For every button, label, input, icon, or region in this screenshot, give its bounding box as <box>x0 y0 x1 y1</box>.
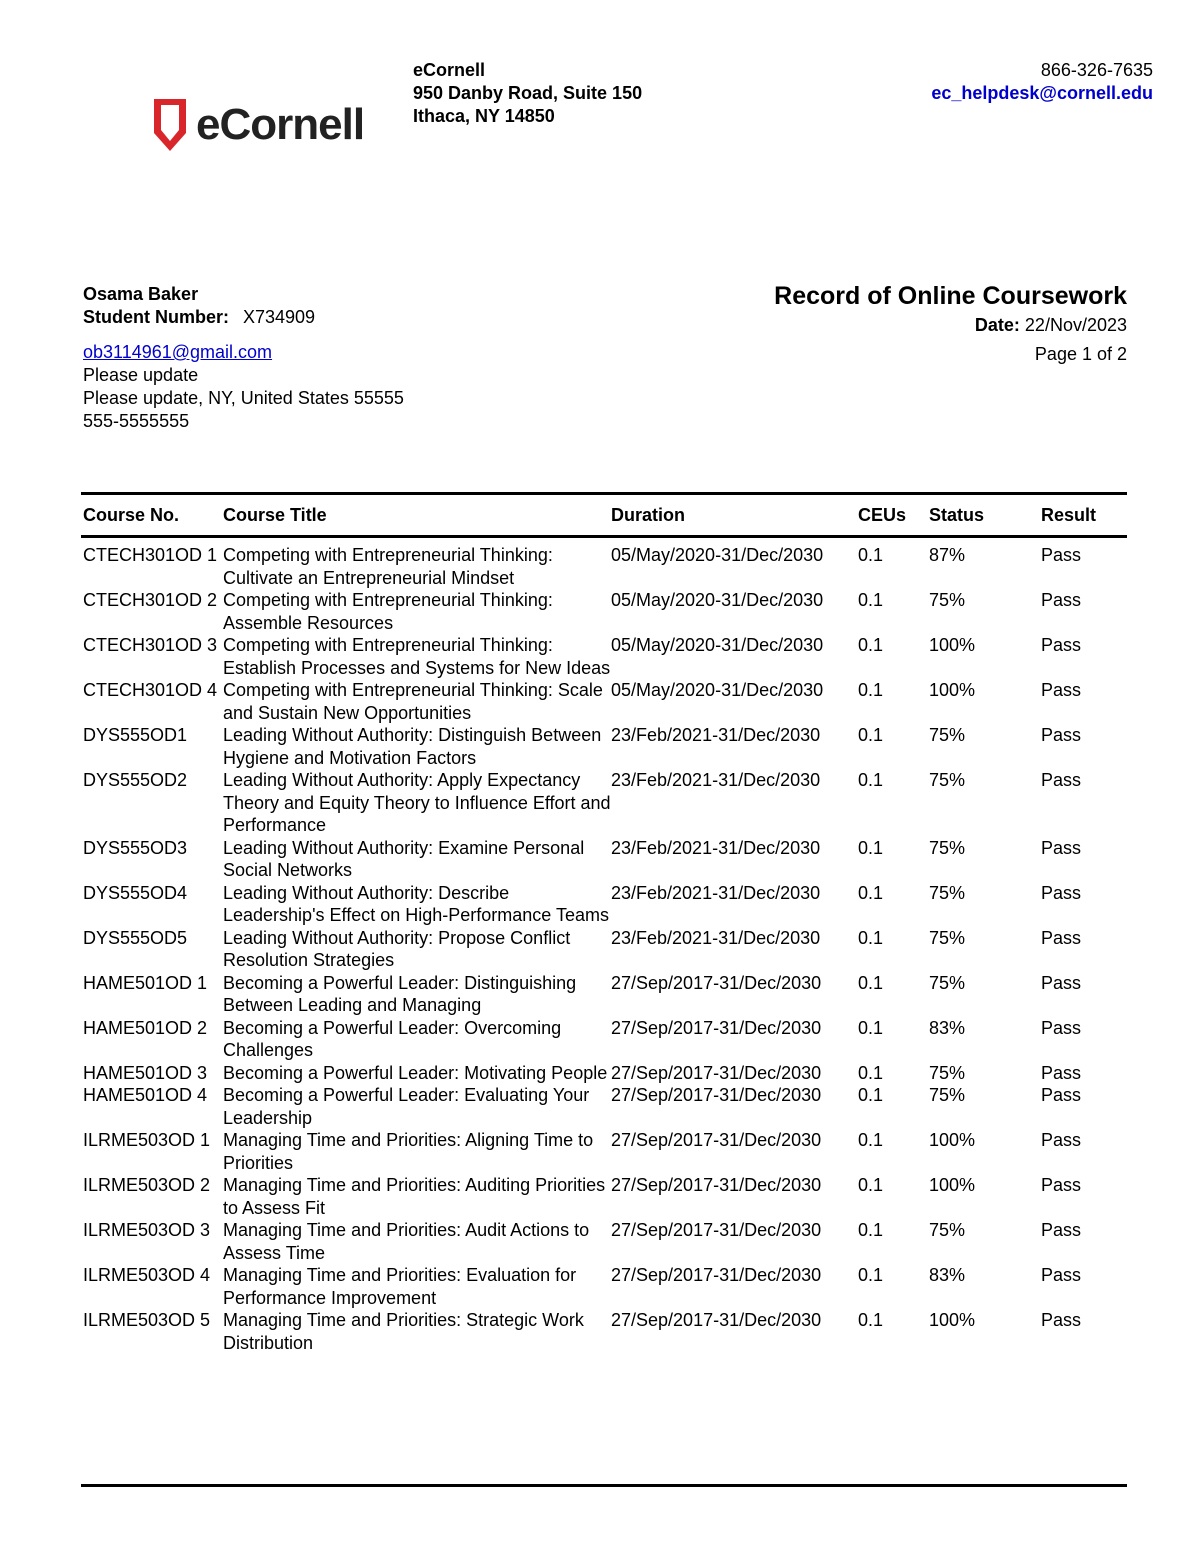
page-indicator: Page 1 of 2 <box>1034 344 1127 364</box>
course-ceus: 0.1 <box>858 590 884 610</box>
table-row <box>81 1084 1127 1129</box>
org-address-line1: 950 Danby Road, Suite 150 <box>413 83 643 103</box>
org-address-line2: Ithaca, NY 14850 <box>413 106 555 126</box>
course-status: 75% <box>929 770 966 790</box>
course-result: Pass <box>1041 635 1082 655</box>
course-ceus: 0.1 <box>858 1175 884 1195</box>
course-title: Becoming a Powerful Leader: Distinguishing Between Leading and Managing <box>223 972 577 1015</box>
course-duration: 23/Feb/2021-31/Dec/2030 <box>611 770 821 790</box>
course-duration: 27/Sep/2017-31/Dec/2030 <box>611 1310 822 1330</box>
org-name: eCornell <box>413 60 486 80</box>
course-title: Managing Time and Priorities: Audit Actions to Assess Time <box>223 1220 590 1263</box>
table-row <box>81 1129 1127 1174</box>
shield-icon <box>150 93 190 157</box>
course-title: Competing with Entrepreneurial Thinking: Scale and Sustain New Opportunities <box>223 680 603 723</box>
course-ceus: 0.1 <box>858 680 884 700</box>
table-row <box>81 544 1127 589</box>
course-title: Leading Without Authority: Describe Leadership's Effect on High-Performance Teams <box>223 882 609 925</box>
table-row <box>81 1219 1127 1264</box>
course-number: CTECH301OD 1 <box>83 545 218 565</box>
org-address <box>413 59 642 128</box>
course-ceus: 0.1 <box>858 882 884 903</box>
course-ceus: 0.1 <box>858 635 884 655</box>
course-result: Pass <box>1041 1265 1082 1285</box>
course-title: Managing Time and Priorities: Auditing Priorities to Assess Fit <box>223 1175 606 1218</box>
course-duration: 23/Feb/2021-31/Dec/2030 <box>611 927 821 948</box>
org-contact <box>931 59 1153 105</box>
course-status: 75% <box>929 927 966 948</box>
course-number: DYS555OD5 <box>83 927 188 948</box>
course-result: Pass <box>1041 1062 1082 1083</box>
course-ceus: 0.1 <box>858 972 884 993</box>
table-row <box>81 1017 1127 1062</box>
course-result: Pass <box>1041 1130 1082 1150</box>
course-ceus: 0.1 <box>858 1130 884 1150</box>
course-title: Leading Without Authority: Propose Conflict Resolution Strategies <box>223 927 571 970</box>
course-number: CTECH301OD 3 <box>83 635 218 655</box>
course-number: CTECH301OD 2 <box>83 590 218 610</box>
table-row <box>81 589 1127 634</box>
course-number: ILRME503OD 5 <box>83 1310 211 1330</box>
table-row <box>81 927 1127 972</box>
course-number: DYS555OD2 <box>83 770 188 790</box>
table-row <box>81 1062 1127 1085</box>
course-result: Pass <box>1041 927 1082 948</box>
course-status: 100% <box>929 1310 976 1330</box>
column-header: Result <box>1041 504 1097 525</box>
course-duration: 23/Feb/2021-31/Dec/2030 <box>611 837 821 858</box>
course-number: CTECH301OD 4 <box>83 680 218 700</box>
record-header <box>774 281 1127 369</box>
course-title: Leading Without Authority: Examine Personal Social Networks <box>223 837 585 880</box>
course-result: Pass <box>1041 1220 1082 1240</box>
record-date-label: Date: <box>974 315 1020 335</box>
table-row <box>81 837 1127 882</box>
course-duration: 27/Sep/2017-31/Dec/2030 <box>611 1265 822 1285</box>
course-result: Pass <box>1041 545 1082 565</box>
divider <box>81 1484 1127 1487</box>
course-ceus: 0.1 <box>858 837 884 858</box>
course-title: Becoming a Powerful Leader: Evaluating Your Leadership <box>223 1085 590 1128</box>
course-status: 87% <box>929 545 966 565</box>
course-status: 100% <box>929 1130 976 1150</box>
course-result: Pass <box>1041 1175 1082 1195</box>
table-row <box>81 634 1127 679</box>
table-row <box>81 972 1127 1017</box>
course-number: ILRME503OD 1 <box>83 1130 211 1150</box>
record-date: 22/Nov/2023 <box>1024 315 1127 335</box>
course-result: Pass <box>1041 882 1082 903</box>
course-duration: 05/May/2020-31/Dec/2030 <box>611 635 824 655</box>
course-ceus: 0.1 <box>858 927 884 948</box>
course-status: 75% <box>929 1062 966 1083</box>
table-row <box>81 724 1127 769</box>
course-ceus: 0.1 <box>858 1062 884 1083</box>
course-title: Leading Without Authority: Distinguish Between Hygiene and Motivation Factors <box>223 725 602 768</box>
table-row <box>81 769 1127 837</box>
column-header: Course Title <box>223 504 327 525</box>
course-ceus: 0.1 <box>858 545 884 565</box>
course-title: Competing with Entrepreneurial Thinking: Establish Processes and Systems for New Ideas <box>223 635 611 678</box>
column-header: CEUs <box>858 504 907 525</box>
course-title: Competing with Entrepreneurial Thinking: Assemble Resources <box>223 590 553 633</box>
student-name: Osama Baker <box>83 284 199 304</box>
course-status: 100% <box>929 1175 976 1195</box>
course-number: HAME501OD 3 <box>83 1062 208 1083</box>
student-address-line2: Please update, NY, United States 55555 <box>83 388 404 408</box>
table-row <box>81 679 1127 724</box>
course-status: 83% <box>929 1265 966 1285</box>
course-number: ILRME503OD 4 <box>83 1265 211 1285</box>
course-title: Becoming a Powerful Leader: Overcoming Challenges <box>223 1017 562 1060</box>
course-duration: 27/Sep/2017-31/Dec/2030 <box>611 1220 822 1240</box>
course-duration: 27/Sep/2017-31/Dec/2030 <box>611 1062 822 1083</box>
course-ceus: 0.1 <box>858 1220 884 1240</box>
course-status: 75% <box>929 972 966 993</box>
student-address-line1: Please update <box>83 365 199 385</box>
coursework-table <box>81 492 1127 1354</box>
course-result: Pass <box>1041 837 1082 858</box>
course-ceus: 0.1 <box>858 1265 884 1285</box>
table-body <box>81 538 1127 1354</box>
course-title: Becoming a Powerful Leader: Motivating People <box>223 1062 608 1083</box>
course-number: HAME501OD 1 <box>83 972 208 993</box>
ecornell-logo <box>150 90 376 160</box>
org-phone: 866-326-7635 <box>1040 60 1153 80</box>
record-date-line <box>774 311 1127 340</box>
table-row <box>81 1309 1127 1354</box>
course-status: 75% <box>929 1220 966 1240</box>
student-number: X734909 <box>243 307 316 327</box>
course-duration: 23/Feb/2021-31/Dec/2030 <box>611 882 821 903</box>
course-title: Managing Time and Priorities: Aligning Time to Priorities <box>223 1130 594 1173</box>
course-result: Pass <box>1041 590 1082 610</box>
course-duration: 27/Sep/2017-31/Dec/2030 <box>611 1130 822 1150</box>
course-result: Pass <box>1041 972 1082 993</box>
student-phone: 555-5555555 <box>83 411 190 431</box>
course-status: 83% <box>929 1017 966 1038</box>
course-status: 75% <box>929 725 966 745</box>
course-duration: 23/Feb/2021-31/Dec/2030 <box>611 725 821 745</box>
table-row <box>81 1174 1127 1219</box>
column-header: Duration <box>611 504 685 525</box>
student-email-link[interactable]: ob3114961@gmail.com <box>83 342 273 362</box>
course-number: ILRME503OD 2 <box>83 1175 211 1195</box>
course-title: Managing Time and Priorities: Evaluation for Performance Improvement <box>223 1265 577 1308</box>
course-status: 75% <box>929 837 966 858</box>
course-duration: 27/Sep/2017-31/Dec/2030 <box>611 1175 822 1195</box>
course-result: Pass <box>1041 1017 1082 1038</box>
course-ceus: 0.1 <box>858 1017 884 1038</box>
course-duration: 27/Sep/2017-31/Dec/2030 <box>611 972 822 993</box>
course-number: HAME501OD 2 <box>83 1017 208 1038</box>
helpdesk-email-link[interactable]: ec_helpdesk@cornell.edu <box>931 83 1153 103</box>
course-status: 75% <box>929 1085 966 1105</box>
course-title: Managing Time and Priorities: Strategic Work Distribution <box>223 1310 584 1353</box>
course-status: 75% <box>929 590 966 610</box>
column-header: Course No. <box>83 504 180 525</box>
course-status: 75% <box>929 882 966 903</box>
course-ceus: 0.1 <box>858 770 884 790</box>
student-number-line <box>83 306 404 329</box>
course-result: Pass <box>1041 1085 1082 1105</box>
course-ceus: 0.1 <box>858 725 884 745</box>
table-row <box>81 1264 1127 1309</box>
course-duration: 27/Sep/2017-31/Dec/2030 <box>611 1017 822 1038</box>
course-status: 100% <box>929 680 976 700</box>
logo-text: eCornell <box>196 100 365 149</box>
course-number: ILRME503OD 3 <box>83 1220 211 1240</box>
record-title: Record of Online Coursework <box>774 282 1127 310</box>
course-status: 100% <box>929 635 976 655</box>
course-duration: 05/May/2020-31/Dec/2030 <box>611 545 824 565</box>
table-header <box>81 495 1127 538</box>
course-result: Pass <box>1041 725 1082 745</box>
course-duration: 05/May/2020-31/Dec/2030 <box>611 590 824 610</box>
course-result: Pass <box>1041 680 1082 700</box>
course-number: DYS555OD3 <box>83 837 188 858</box>
course-number: DYS555OD4 <box>83 882 188 903</box>
course-result: Pass <box>1041 1310 1082 1330</box>
course-title: Leading Without Authority: Apply Expectancy Theory and Equity Theory to Influence Effort and Performance <box>223 770 611 835</box>
column-header: Status <box>929 504 985 525</box>
course-ceus: 0.1 <box>858 1085 884 1105</box>
table-row <box>81 882 1127 927</box>
course-ceus: 0.1 <box>858 1310 884 1330</box>
student-number-label: Student Number: <box>83 307 229 327</box>
course-result: Pass <box>1041 770 1082 790</box>
course-number: DYS555OD1 <box>83 725 188 745</box>
course-number: HAME501OD 4 <box>83 1085 208 1105</box>
student-info <box>83 283 404 433</box>
course-duration: 05/May/2020-31/Dec/2030 <box>611 680 824 700</box>
course-duration: 27/Sep/2017-31/Dec/2030 <box>611 1085 822 1105</box>
course-title: Competing with Entrepreneurial Thinking: Cultivate an Entrepreneurial Mindset <box>223 545 553 588</box>
